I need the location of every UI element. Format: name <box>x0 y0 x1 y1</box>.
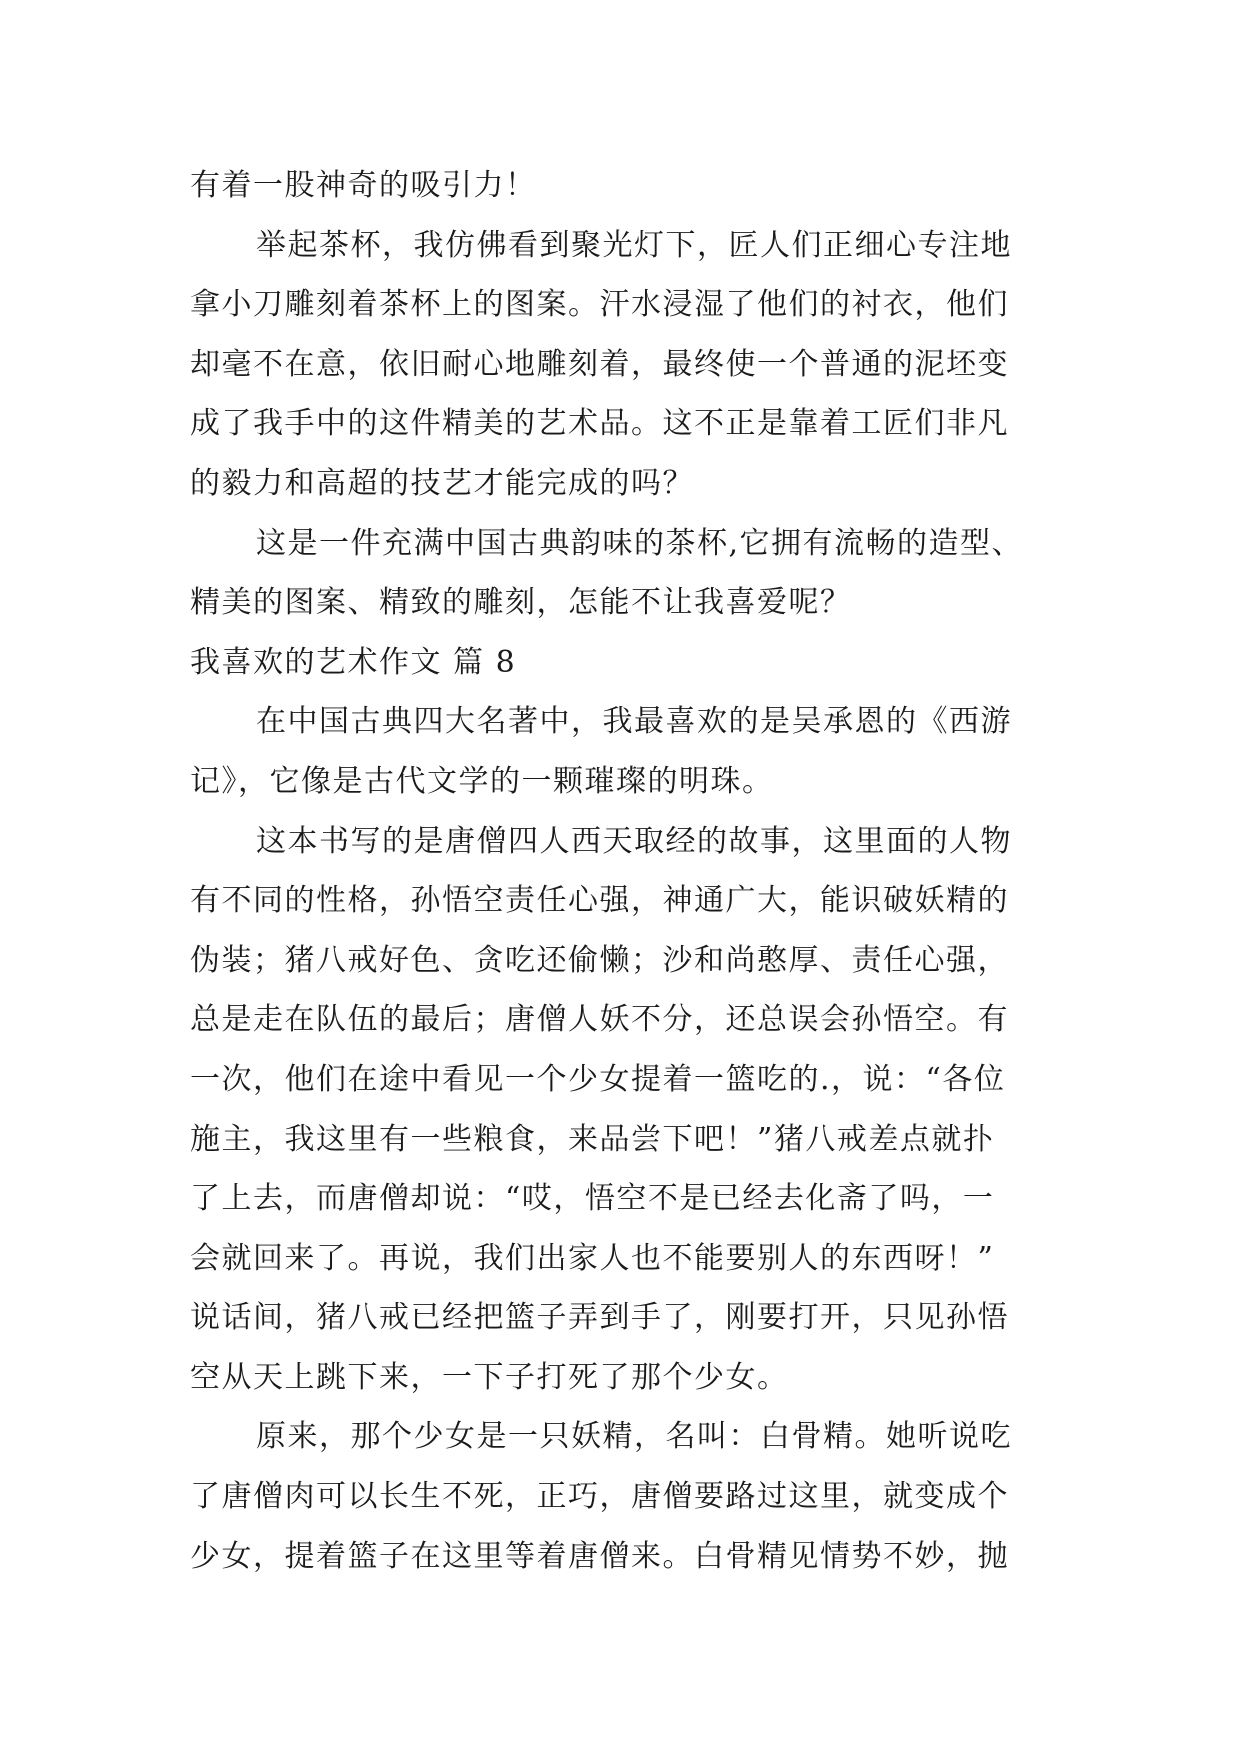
text-line: 有不同的性格，孙悟空责任心强，神通广大，能识破妖精的 <box>190 883 1009 919</box>
text-line: 了唐僧肉可以长生不死，正巧，唐僧要路过这里，就变成个 <box>190 1479 1009 1515</box>
text-line: 施主，我这里有一些粮食，来品尝下吧！”猪八戒差点就扑 <box>190 1121 995 1157</box>
text-line: 举起茶杯，我仿佛看到聚光灯下，匠人们正细心专注地 <box>256 227 1012 263</box>
text-line: 会就回来了。再说，我们出家人也不能要别人的东西呀！” <box>190 1240 995 1276</box>
text-line: 记》，它像是古代文学的一颗璀璨的明珠。 <box>190 763 774 799</box>
text-line: 却毫不在意，依旧耐心地雕刻着，最终使一个普通的泥坯变 <box>190 346 1009 382</box>
text-line: 的毅力和高超的技艺才能完成的吗？ <box>190 465 694 501</box>
text-line: 我喜欢的艺术作文 篇 8 <box>190 644 517 680</box>
text-line: 在中国古典四大名著中，我最喜欢的是吴承恩的《西游 <box>256 704 1012 740</box>
text-line: 说话间，猪八戒已经把篮子弄到手了，刚要打开，只见孙悟 <box>190 1300 1009 1336</box>
text-line: 这是一件充满中国古典韵味的茶杯,它拥有流畅的造型、 <box>256 525 1024 561</box>
document-body-text <box>190 156 1070 1586</box>
text-line: 空从天上跳下来，一下子打死了那个少女。 <box>190 1359 789 1395</box>
text-line: 精美的图案、精致的雕刻，怎能不让我喜爱呢？ <box>190 585 852 621</box>
text-line: 拿小刀雕刻着茶杯上的图案。汗水浸湿了他们的衬衣，他们 <box>190 287 1009 323</box>
text-line: 伪装；猪八戒好色、贪吃还偷懒；沙和尚憨厚、责任心强， <box>190 942 1009 978</box>
text-line: 原来，那个少女是一只妖精，名叫：白骨精。她听说吃 <box>256 1419 1012 1455</box>
text-line: 一次，他们在途中看见一个少女提着一篮吃的.，说：“各位 <box>190 1061 1006 1097</box>
text-line: 成了我手中的这件精美的艺术品。这不正是靠着工匠们非凡 <box>190 406 1009 442</box>
text-line: 少女，提着篮子在这里等着唐僧来。白骨精见情势不妙，抛 <box>190 1538 1009 1574</box>
text-line: 了上去，而唐僧却说：“哎，悟空不是已经去化斋了吗，一 <box>190 1181 995 1217</box>
text-line: 总是走在队伍的最后；唐僧人妖不分，还总误会孙悟空。有 <box>190 1002 1009 1038</box>
text-line: 这本书写的是唐僧四人西天取经的故事，这里面的人物 <box>256 823 1012 859</box>
text-line: 有着一股神奇的吸引力！ <box>190 168 537 203</box>
